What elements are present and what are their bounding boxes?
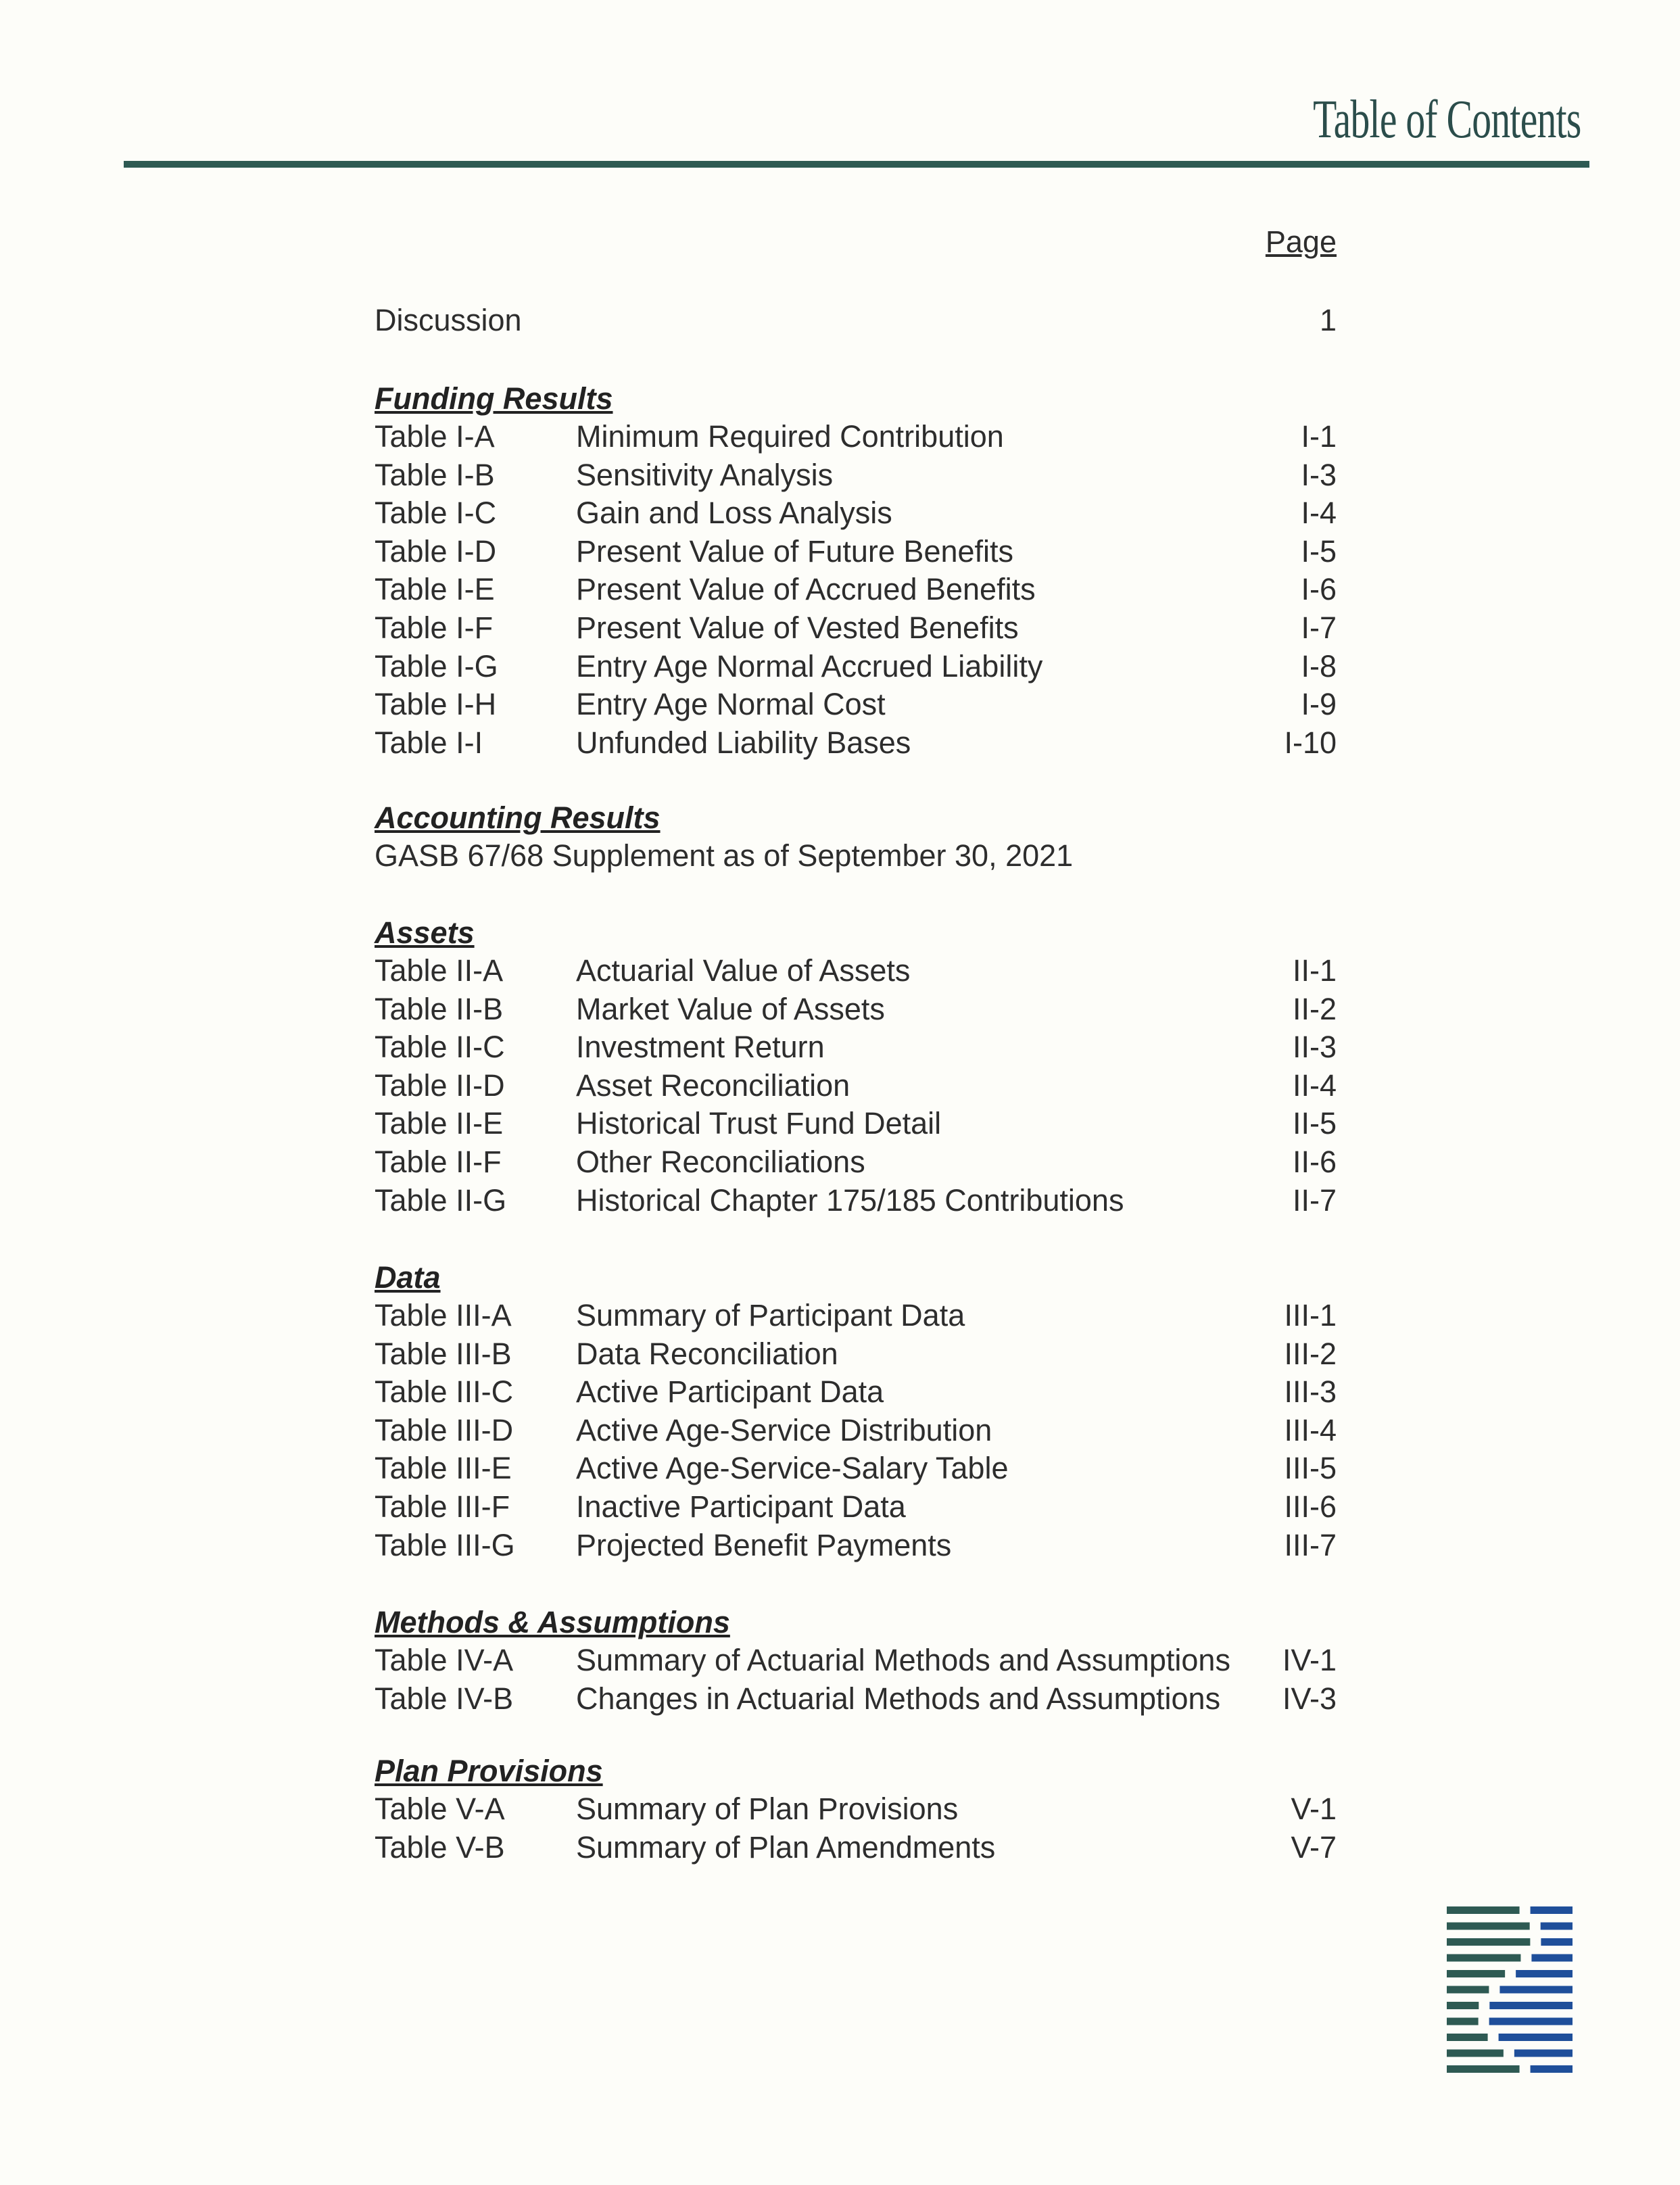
toc-label-table-v-a: Table V-A — [375, 1792, 505, 1826]
toc-page-table-iii-d: III-4 — [1284, 1413, 1337, 1447]
toc-title-table-iii-g[interactable]: Projected Benefit Payments — [576, 1528, 952, 1562]
logo-stripe-right — [1531, 2065, 1573, 2073]
logo-stripe-left — [1447, 2018, 1479, 2025]
toc-page-table-i-h: I-9 — [1301, 687, 1337, 721]
logo-stripe-left — [1447, 2050, 1504, 2057]
toc-label-table-iii-b: Table III-B — [375, 1337, 512, 1371]
toc-title-table-ii-d[interactable]: Asset Reconciliation — [576, 1068, 850, 1103]
logo-stripe-left — [1447, 1986, 1489, 1994]
toc-label-table-i-i: Table I-I — [375, 725, 483, 760]
toc-page-table-i-d: I-5 — [1301, 534, 1337, 569]
toc-page-table-iii-g: III-7 — [1284, 1528, 1337, 1562]
toc-page-table-i-c: I-4 — [1301, 496, 1337, 530]
company-logo-icon — [1447, 1906, 1573, 2082]
toc-page-table-v-b: V-7 — [1291, 1830, 1337, 1865]
toc-label-table-i-f: Table I-F — [375, 610, 494, 645]
toc-title-table-i-g[interactable]: Entry Age Normal Accrued Liability — [576, 649, 1043, 683]
section-heading-methods: Methods & Assumptions — [375, 1605, 730, 1639]
logo-stripe-right — [1514, 2050, 1573, 2057]
toc-label-table-i-e: Table I-E — [375, 572, 495, 606]
logo-stripe-right — [1531, 1954, 1573, 1962]
toc-title-table-v-b[interactable]: Summary of Plan Amendments — [576, 1830, 996, 1865]
logo-stripe-left — [1447, 2002, 1479, 2009]
toc-title-table-i-b[interactable]: Sensitivity Analysis — [576, 458, 834, 492]
toc-label-table-ii-f: Table II-F — [375, 1145, 502, 1179]
toc-label-table-i-c: Table I-C — [375, 496, 497, 530]
toc-title-table-iii-f[interactable]: Inactive Participant Data — [576, 1489, 906, 1524]
toc-title-table-i-d[interactable]: Present Value of Future Benefits — [576, 534, 1014, 569]
toc-label-table-iii-e: Table III-E — [375, 1451, 512, 1485]
toc-page-table-ii-f: II-6 — [1292, 1145, 1337, 1179]
logo-stripe-left — [1447, 1906, 1520, 1914]
logo-stripe-right — [1531, 1906, 1573, 1914]
toc-title-table-ii-a[interactable]: Actuarial Value of Assets — [576, 953, 911, 988]
section-heading-accounting: Accounting Results — [375, 800, 661, 835]
toc-page-table-iii-b: III-2 — [1284, 1337, 1337, 1371]
toc-title-table-ii-f[interactable]: Other Reconciliations — [576, 1145, 865, 1179]
logo-stripe-right — [1516, 1970, 1573, 1977]
toc-label-table-ii-a: Table II-A — [375, 953, 504, 988]
toc-page-table-i-f: I-7 — [1301, 610, 1337, 645]
toc-page-table-ii-c: II-3 — [1292, 1030, 1337, 1064]
toc-title-table-iii-c[interactable]: Active Participant Data — [576, 1374, 884, 1409]
section-heading-data: Data — [375, 1260, 441, 1295]
toc-label-table-ii-d: Table II-D — [375, 1068, 505, 1103]
toc-label-table-iii-a: Table III-A — [375, 1298, 512, 1332]
logo-stripe-right — [1541, 1923, 1573, 1930]
page-column-header: Page — [1265, 224, 1337, 259]
toc-entry-gasb-supplement[interactable]: GASB 67/68 Supplement as of September 30, 2021 — [375, 838, 1074, 873]
toc-page-table-iii-c: III-3 — [1284, 1374, 1337, 1409]
toc-title-table-iv-a[interactable]: Summary of Actuarial Methods and Assumptions — [576, 1643, 1230, 1677]
toc-page-table-ii-a: II-1 — [1292, 953, 1337, 988]
toc-title-table-ii-e[interactable]: Historical Trust Fund Detail — [576, 1106, 942, 1140]
toc-title-table-ii-c[interactable]: Investment Return — [576, 1030, 825, 1064]
section-heading-funding: Funding Results — [375, 381, 613, 416]
toc-label-table-i-b: Table I-B — [375, 458, 495, 492]
toc-label-table-ii-g: Table II-G — [375, 1183, 507, 1218]
toc-title-table-i-h[interactable]: Entry Age Normal Cost — [576, 687, 886, 721]
toc-label-table-i-a: Table I-A — [375, 419, 495, 454]
toc-page-table-i-g: I-8 — [1301, 649, 1337, 683]
toc-page-table-v-a: V-1 — [1291, 1792, 1337, 1826]
toc-page-table-iii-e: III-5 — [1284, 1451, 1337, 1485]
toc-label-table-i-g: Table I-G — [375, 649, 498, 683]
toc-page-table-iv-b: IV-3 — [1282, 1681, 1337, 1716]
toc-page-table-i-i: I-10 — [1284, 725, 1337, 760]
toc-entry-discussion[interactable]: Discussion — [375, 303, 522, 337]
toc-page-table-ii-g: II-7 — [1292, 1183, 1337, 1218]
toc-page-table-iii-f: III-6 — [1284, 1489, 1337, 1524]
toc-page-table-ii-b: II-2 — [1292, 992, 1337, 1026]
toc-label-table-i-d: Table I-D — [375, 534, 497, 569]
logo-stripe-left — [1447, 1970, 1505, 1977]
toc-page-table-iii-a: III-1 — [1284, 1298, 1337, 1332]
logo-stripe-left — [1447, 1954, 1520, 1962]
toc-page-table-i-a: I-1 — [1301, 419, 1337, 454]
toc-label-table-iii-f: Table III-F — [375, 1489, 510, 1524]
toc-label-table-ii-b: Table II-B — [375, 992, 504, 1026]
toc-page-discussion: 1 — [1319, 303, 1337, 337]
logo-stripe-right — [1489, 2018, 1573, 2025]
toc-label-table-iv-b: Table IV-B — [375, 1681, 514, 1716]
toc-title-table-iii-b[interactable]: Data Reconciliation — [576, 1337, 838, 1371]
toc-title-table-v-a[interactable]: Summary of Plan Provisions — [576, 1792, 959, 1826]
toc-page-table-i-e: I-6 — [1301, 572, 1337, 606]
toc-title-table-i-c[interactable]: Gain and Loss Analysis — [576, 496, 892, 530]
toc-title-table-ii-b[interactable]: Market Value of Assets — [576, 992, 885, 1026]
toc-label-table-ii-e: Table II-E — [375, 1106, 504, 1140]
toc-title-table-iv-b[interactable]: Changes in Actuarial Methods and Assumptions — [576, 1681, 1221, 1716]
toc-title-table-i-e[interactable]: Present Value of Accrued Benefits — [576, 572, 1036, 606]
logo-stripe-left — [1447, 1938, 1530, 1946]
toc-title-table-iii-d[interactable]: Active Age-Service Distribution — [576, 1413, 992, 1447]
toc-title-table-iii-a[interactable]: Summary of Participant Data — [576, 1298, 965, 1332]
toc-page-table-ii-d: II-4 — [1292, 1068, 1337, 1103]
logo-stripe-left — [1447, 2065, 1520, 2073]
toc-title-table-iii-e[interactable]: Active Age-Service-Salary Table — [576, 1451, 1009, 1485]
toc-title-table-i-i[interactable]: Unfunded Liability Bases — [576, 725, 911, 760]
section-heading-plan: Plan Provisions — [375, 1754, 603, 1788]
logo-stripe-right — [1499, 1986, 1573, 1994]
logo-stripe-right — [1489, 2002, 1573, 2009]
toc-page-table-ii-e: II-5 — [1292, 1106, 1337, 1140]
document-title: Table of Contents — [1313, 90, 1581, 149]
toc-page-table-i-b: I-3 — [1301, 458, 1337, 492]
toc-page-table-iv-a: IV-1 — [1282, 1643, 1337, 1677]
toc-label-table-iv-a: Table IV-A — [375, 1643, 514, 1677]
logo-stripe-left — [1447, 1923, 1530, 1930]
toc-title-table-ii-g[interactable]: Historical Chapter 175/185 Contributions — [576, 1183, 1124, 1218]
toc-label-table-ii-c: Table II-C — [375, 1030, 505, 1064]
toc-label-table-iii-c: Table III-C — [375, 1374, 514, 1409]
toc-label-table-i-h: Table I-H — [375, 687, 497, 721]
section-heading-assets: Assets — [375, 915, 475, 950]
logo-stripe-right — [1499, 2034, 1573, 2041]
toc-title-table-i-f[interactable]: Present Value of Vested Benefits — [576, 610, 1019, 645]
logo-stripe-right — [1541, 1938, 1573, 1946]
toc-label-table-iii-d: Table III-D — [375, 1413, 514, 1447]
logo-stripe-left — [1447, 2034, 1488, 2041]
toc-label-table-iii-g: Table III-G — [375, 1528, 515, 1562]
toc-title-table-i-a[interactable]: Minimum Required Contribution — [576, 419, 1004, 454]
toc-label-table-v-b: Table V-B — [375, 1830, 505, 1865]
